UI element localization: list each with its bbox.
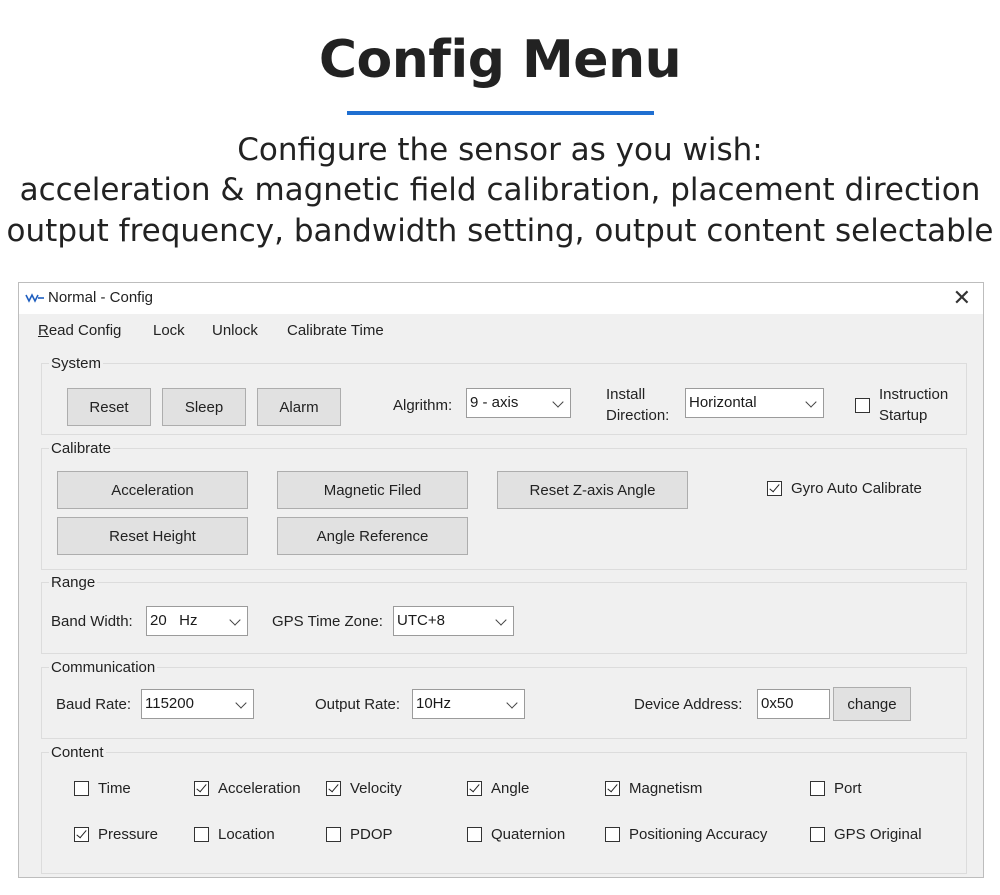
menu-unlock[interactable]: Unlock [212, 322, 258, 339]
content-angle-checkbox[interactable] [467, 781, 482, 796]
range-group-label: Range [51, 574, 96, 591]
communication-group-label: Communication [51, 659, 156, 676]
content-acceleration-checkbox[interactable] [194, 781, 209, 796]
magnetic-field-button[interactable]: Magnetic Filed [277, 471, 468, 509]
gps-time-zone-label: GPS Time Zone: [272, 613, 383, 630]
menu-read-config-mnemonic: R [38, 322, 49, 339]
calibrate-group-label: Calibrate [51, 440, 112, 457]
instruction-label-line-1: Instruction [879, 386, 949, 403]
output-rate-label: Output Rate: [315, 696, 401, 713]
subtitle-line-1: Configure the sensor as you wish: [237, 132, 763, 168]
gyro-auto-calibrate-checkbox[interactable] [767, 481, 782, 496]
install-label-line-2: Direction: [606, 407, 670, 424]
menu-read-config[interactable] [38, 322, 121, 339]
sleep-button[interactable]: Sleep [162, 388, 246, 426]
menu-lock[interactable]: Lock [153, 322, 185, 339]
gps-time-zone-value: UTC+8 [397, 612, 445, 629]
gps-time-zone-select[interactable] [393, 606, 514, 636]
bandwidth-select[interactable] [146, 606, 248, 636]
device-address-label: Device Address: [634, 696, 743, 713]
content-port-checkbox[interactable] [810, 781, 825, 796]
baud-rate-label: Baud Rate: [56, 696, 132, 713]
content-pdop-label: PDOP [350, 826, 393, 843]
device-address-value: 0x50 [761, 695, 794, 712]
title-bar[interactable] [19, 283, 983, 314]
system-group-label: System [51, 355, 102, 372]
content-quaternion-checkbox[interactable] [467, 827, 482, 842]
content-group [41, 752, 967, 874]
instruction-label-line-2: Startup [879, 407, 928, 424]
chevron-down-icon [235, 697, 246, 708]
install-direction-value: Horizontal [689, 394, 757, 411]
content-positioning-accuracy-checkbox[interactable] [605, 827, 620, 842]
content-acceleration-label: Acceleration [218, 780, 301, 797]
chevron-down-icon [552, 396, 563, 407]
menu-calibrate-time[interactable]: Calibrate Time [287, 322, 384, 339]
instruction-startup-checkbox[interactable] [855, 398, 870, 413]
window-title: Normal - Config [48, 289, 154, 306]
content-pressure-checkbox[interactable] [74, 827, 89, 842]
gyro-auto-calibrate-label: Gyro Auto Calibrate [791, 480, 922, 497]
content-pressure-label: Pressure [98, 826, 159, 843]
menu-bar [19, 314, 983, 348]
content-gps-original-checkbox[interactable] [810, 827, 825, 842]
content-velocity-checkbox[interactable] [326, 781, 341, 796]
reset-button[interactable]: Reset [67, 388, 151, 426]
change-address-button[interactable]: change [833, 687, 911, 721]
content-time-label: Time [98, 780, 131, 797]
algorithm-label: Algrithm: [393, 397, 453, 414]
output-rate-select[interactable] [412, 689, 525, 719]
content-time-checkbox[interactable] [74, 781, 89, 796]
baud-rate-value: 115200 [145, 695, 194, 712]
angle-reference-button[interactable]: Angle Reference [277, 517, 468, 555]
content-port-label: Port [834, 780, 862, 797]
content-angle-label: Angle [491, 780, 530, 797]
menu-read-config-label: ead Config [48, 322, 122, 339]
algorithm-select[interactable] [466, 388, 571, 418]
content-positioning-accuracy-label: Positioning Accuracy [629, 826, 768, 843]
config-window [18, 282, 984, 878]
content-magnetism-checkbox[interactable] [605, 781, 620, 796]
subtitle-line-2: acceleration & magnetic field calibration, placement direction [19, 172, 981, 208]
content-group-label: Content [51, 744, 104, 761]
content-location-label: Location [218, 826, 275, 843]
content-location-checkbox[interactable] [194, 827, 209, 842]
chevron-down-icon [495, 614, 506, 625]
subtitle-line-3: output frequency, bandwidth setting, output content selectable [6, 213, 994, 249]
baud-rate-select[interactable] [141, 689, 254, 719]
algorithm-value: 9 - axis [470, 394, 519, 411]
bandwidth-value: 20 Hz [150, 612, 198, 629]
reset-z-axis-angle-button[interactable]: Reset Z-axis Angle [497, 471, 688, 509]
app-icon [25, 292, 45, 304]
acceleration-calibrate-button[interactable]: Acceleration [57, 471, 248, 509]
content-quaternion-label: Quaternion [491, 826, 566, 843]
bandwidth-label: Band Width: [51, 613, 133, 630]
device-address-input[interactable] [757, 689, 830, 719]
content-pdop-checkbox[interactable] [326, 827, 341, 842]
reset-height-button[interactable]: Reset Height [57, 517, 248, 555]
content-gps-original-label: GPS Original [834, 826, 922, 843]
install-direction-select[interactable] [685, 388, 824, 418]
install-label-line-1: Install [606, 386, 646, 403]
output-rate-value: 10Hz [416, 695, 452, 712]
chevron-down-icon [229, 614, 240, 625]
page-title: Config Menu [318, 30, 682, 90]
content-magnetism-label: Magnetism [629, 780, 703, 797]
alarm-button[interactable]: Alarm [257, 388, 341, 426]
content-velocity-label: Velocity [350, 780, 402, 797]
chevron-down-icon [506, 697, 517, 708]
close-icon[interactable]: ✕ [952, 285, 971, 310]
title-underline [347, 111, 654, 115]
chevron-down-icon [805, 396, 816, 407]
